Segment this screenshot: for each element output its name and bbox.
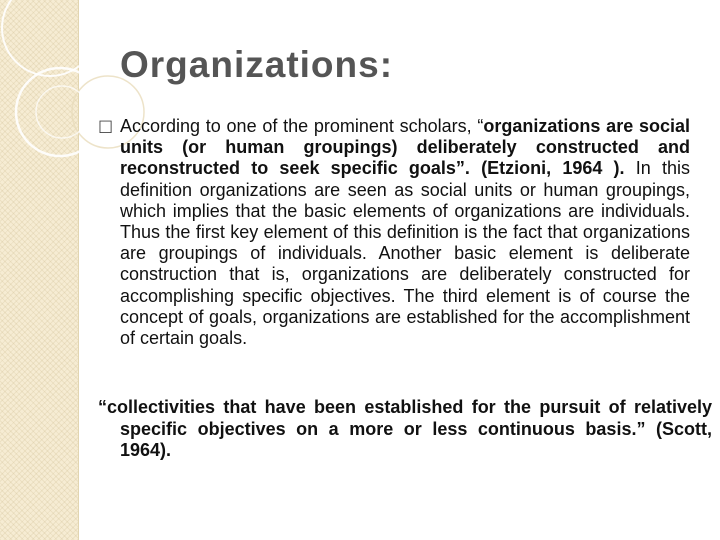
paragraph-text <box>98 116 690 349</box>
definition-paragraph <box>98 116 690 349</box>
scott-quote: “collectivities that have been established for the pursuit of relatively specific objectives on a more or less continuous basis.” (Scott, 1964). <box>98 397 712 460</box>
slide-title: Organizations: <box>120 44 394 85</box>
checkbox-bullet-icon: ☐ <box>98 118 114 137</box>
deco-circle-small <box>36 86 88 138</box>
deco-circle-large <box>2 0 98 76</box>
etzioni-definition: organizations are social units (or human groupings) deliberately constructed and reconstructed to seek specific goals”. (Etzioni, 1964 ). <box>120 116 690 179</box>
paragraph-explanation: In this definition organizations are seen as social units or human groupings, which implies that the basic elements of organizations are individuals. Thus the first key element of this definition is the fact that organizations are groupings of individuals. Another basic element is deliberate construction that is, organizations are deliberately constructed for accomplishing specific objectives. The third element is of course the concept of goals, organizations are established for the accomplishment of certain goals. <box>120 158 690 349</box>
paragraph-lead: According to one of the prominent scholars, “ <box>120 116 484 136</box>
